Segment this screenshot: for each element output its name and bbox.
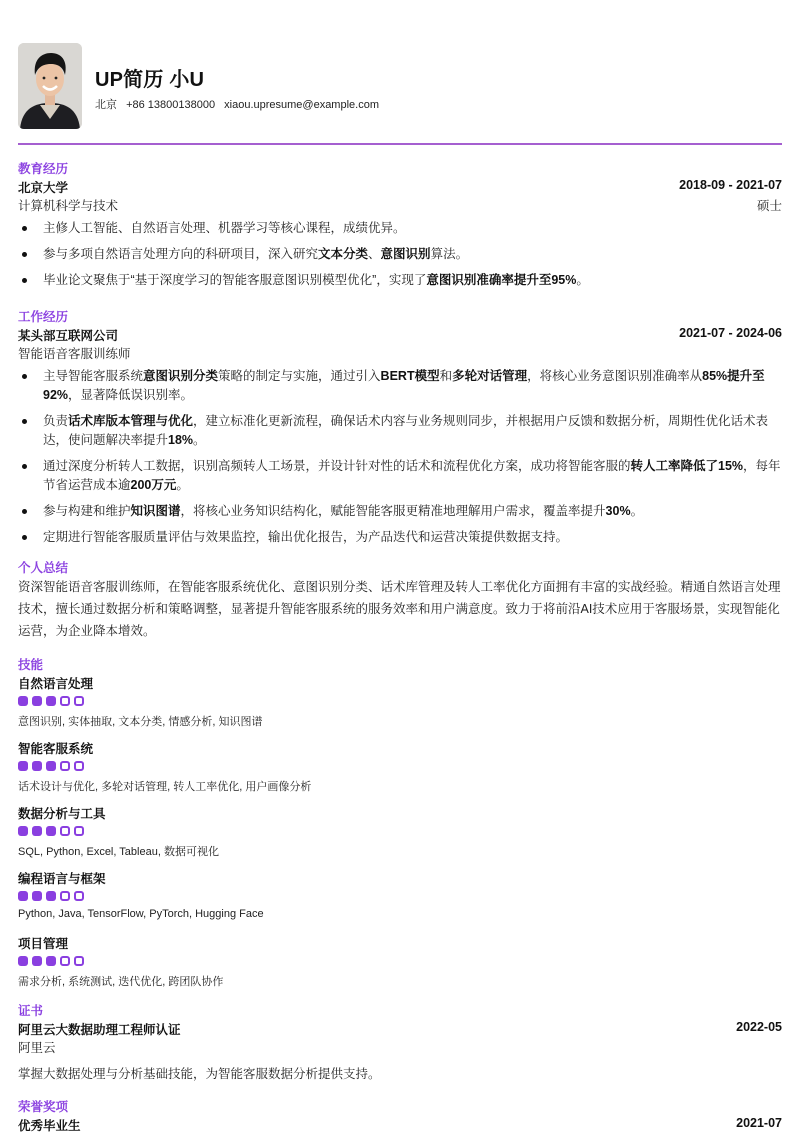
empty-dot-icon xyxy=(74,956,84,966)
filled-dot-icon xyxy=(32,826,42,836)
avatar xyxy=(18,43,82,129)
bullet-item: 参与多项自然语言处理方向的科研项目，深入研究文本分类、意图识别算法。 xyxy=(18,245,782,264)
certificate-issuer: 阿里云 xyxy=(18,1041,56,1055)
bullet-item: 负责话术库版本管理与优化，建立标准化更新流程，确保话术内容与业务规则同步，并根据用户反馈和数据分析，周期性优化话术表达，使问题解决率提升18%。 xyxy=(18,412,782,450)
skill-name: 智能客服系统 xyxy=(18,742,94,756)
skill-level-rating xyxy=(18,891,84,901)
skill-level-rating xyxy=(18,696,84,706)
section-title-skills: 技能 xyxy=(18,658,44,672)
empty-dot-icon xyxy=(60,956,70,966)
skill-name: 自然语言处理 xyxy=(18,677,94,691)
empty-dot-icon xyxy=(74,891,84,901)
empty-dot-icon xyxy=(60,761,70,771)
resume-header xyxy=(18,43,782,129)
skill-name: 编程语言与框架 xyxy=(18,872,106,886)
bullet-item: 主修人工智能、自然语言处理、机器学习等核心课程，成绩优异。 xyxy=(18,219,782,238)
filled-dot-icon xyxy=(18,826,28,836)
candidate-name: UP简历 小U xyxy=(95,69,205,91)
contact-info xyxy=(95,96,385,112)
filled-dot-icon xyxy=(18,696,28,706)
skill-keywords: 话术设计与优化, 多轮对话管理, 转人工率优化, 用户画像分析 xyxy=(18,781,312,793)
filled-dot-icon xyxy=(46,826,56,836)
filled-dot-icon xyxy=(32,891,42,901)
education-dates: 2018-09 - 2021-07 xyxy=(679,178,782,192)
education-degree: 硕士 xyxy=(756,199,782,213)
skill-name: 项目管理 xyxy=(18,937,69,951)
award-date: 2021-07 xyxy=(736,1116,782,1130)
education-bullets xyxy=(18,219,782,297)
filled-dot-icon xyxy=(46,956,56,966)
filled-dot-icon xyxy=(46,891,56,901)
filled-dot-icon xyxy=(46,761,56,771)
filled-dot-icon xyxy=(18,956,28,966)
skill-name: 数据分析与工具 xyxy=(18,807,106,821)
section-title-awards: 荣誉奖项 xyxy=(18,1100,69,1114)
bullet-item: 主导智能客服系统意图识别分类策略的制定与实施，通过引入BERT模型和多轮对话管理，将核心业务意图识别准确率从85%提升至92%，显著降低误识别率。 xyxy=(18,367,782,405)
skill-level-rating xyxy=(18,956,84,966)
section-title-work: 工作经历 xyxy=(18,310,69,324)
header-divider xyxy=(18,143,782,145)
filled-dot-icon xyxy=(18,891,28,901)
empty-dot-icon xyxy=(60,891,70,901)
section-title-certificates: 证书 xyxy=(18,1004,44,1018)
skill-keywords: Python, Java, TensorFlow, PyTorch, Hugging Face xyxy=(18,908,264,920)
filled-dot-icon xyxy=(46,696,56,706)
summary-text: 资深智能语音客服训练师，在智能客服系统优化、意图识别分类、话术库管理及转人工率优化方面拥有丰富的实战经验。精通自然语言处理技术，擅长通过数据分析和策略调整，显著提升智能客服系统的服务效率和用户满意度。致力于将前沿AI技术应用于客服场景，实现智能化运营，为企业降本增效。 xyxy=(18,580,781,638)
bullet-item: 通过深度分析转人工数据，识别高频转人工场景，并设计针对性的话术和流程优化方案，成功将智能客服的转人工率降低了15%，每年节省运营成本逾200万元。 xyxy=(18,457,782,495)
bullet-item: 毕业论文聚焦于“基于深度学习的智能客服意图识别模型优化”，实现了意图识别准确率提升至95%。 xyxy=(18,271,782,290)
bullet-item: 定期进行智能客服质量评估与效果监控，输出优化报告，为产品迭代和运营决策提供数据支持。 xyxy=(18,528,782,547)
empty-dot-icon xyxy=(74,761,84,771)
skill-keywords: SQL, Python, Excel, Tableau, 数据可视化 xyxy=(18,846,219,858)
contact-phone: +86 13800138000 xyxy=(126,99,216,111)
education-school: 北京大学 xyxy=(18,181,69,195)
work-bullets xyxy=(18,367,782,554)
certificate-name: 阿里云大数据助理工程师认证 xyxy=(18,1023,181,1037)
empty-dot-icon xyxy=(60,826,70,836)
filled-dot-icon xyxy=(32,696,42,706)
certificate-description: 掌握大数据处理与分析基础技能，为智能客服数据分析提供支持。 xyxy=(18,1067,381,1081)
empty-dot-icon xyxy=(60,696,70,706)
bullet-item: 参与构建和维护知识图谱，将核心业务知识结构化，赋能智能客服更精准地理解用户需求，覆盖率提升30%。 xyxy=(18,502,782,521)
filled-dot-icon xyxy=(32,761,42,771)
skill-keywords: 意图识别, 实体抽取, 文本分类, 情感分析, 知识图谱 xyxy=(18,716,263,728)
section-title-education: 教育经历 xyxy=(18,162,69,176)
section-title-summary: 个人总结 xyxy=(18,561,69,575)
work-role: 智能语音客服训练师 xyxy=(18,347,131,361)
education-major: 计算机科学与技术 xyxy=(18,199,119,213)
filled-dot-icon xyxy=(18,761,28,771)
skill-level-rating xyxy=(18,826,84,836)
work-company: 某头部互联网公司 xyxy=(18,329,119,343)
empty-dot-icon xyxy=(74,826,84,836)
filled-dot-icon xyxy=(32,956,42,966)
empty-dot-icon xyxy=(74,696,84,706)
skill-level-rating xyxy=(18,761,84,771)
skill-keywords: 需求分析, 系统测试, 迭代优化, 跨团队协作 xyxy=(18,976,224,988)
award-name: 优秀毕业生 xyxy=(18,1119,81,1133)
portrait-photo-icon xyxy=(18,43,82,129)
certificate-date: 2022-05 xyxy=(736,1020,782,1034)
contact-email[interactable]: xiaou.upresume@example.com xyxy=(224,99,379,111)
contact-city: 北京 xyxy=(95,99,117,111)
work-dates: 2021-07 - 2024-06 xyxy=(679,326,782,340)
